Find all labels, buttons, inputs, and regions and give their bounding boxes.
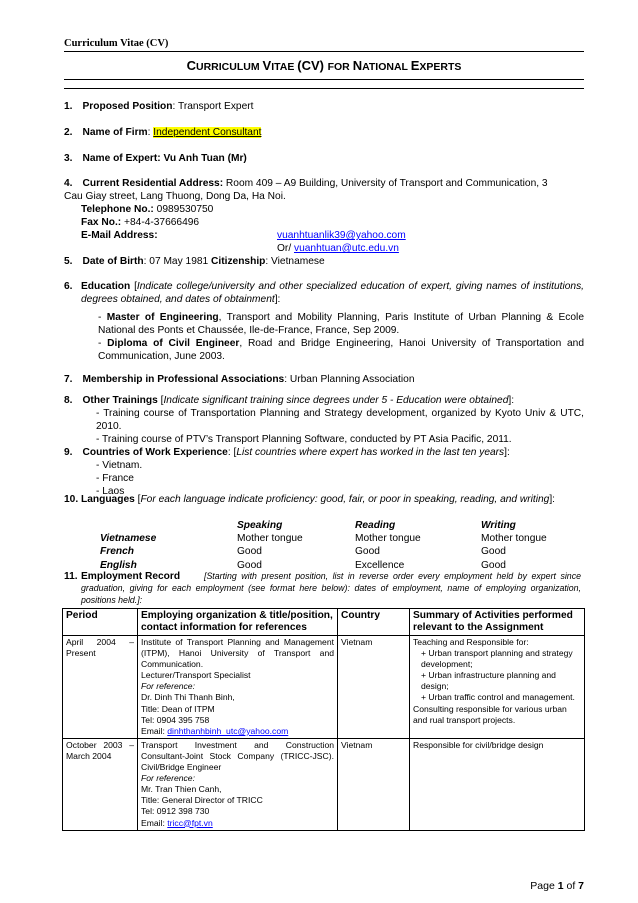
- table-row: [63, 738, 585, 830]
- reading-level: Excellence: [355, 559, 405, 571]
- item-languages-number: 10.: [64, 494, 79, 505]
- cell-country: Vietnam: [338, 738, 410, 830]
- running-header: Curriculum Vitae (CV): [64, 38, 169, 49]
- item-date-of-birth: 5. Date of Birth: 07 May 1981 Citizenship: Vietnamese: [64, 256, 325, 267]
- header-divider: [64, 51, 584, 52]
- firm-value-highlight: Independent Consultant: [153, 127, 262, 138]
- title-divider-top: [64, 79, 584, 80]
- item-proposed-position: 1. Proposed Position: Transport Expert: [64, 101, 254, 112]
- language-row: [100, 532, 585, 545]
- cell-period: April 2004 – Present: [63, 636, 138, 739]
- language-row: [100, 545, 585, 558]
- writing-level: Good: [481, 546, 506, 558]
- country-item: - France: [96, 473, 134, 484]
- table-row: [63, 636, 585, 739]
- country-item: - Vietnam.: [96, 460, 143, 471]
- item-languages: Languages [For each language indicate proficiency: good, fair, or poor in speaking, reading, and writing]:: [81, 494, 556, 505]
- page-title: CURRICULUM VITAE (CV) FOR NATIONAL EXPERTS: [186, 58, 462, 73]
- speaking-level: Mother tongue: [237, 533, 303, 545]
- employment-instructions: [Starting with present position, list in reverse order every employment held by expert since graduation, giving for each employment (see format here below): dates of employment, name of employing organization, positions held.]:: [81, 571, 581, 605]
- address-line-2: Cau Giay street, Lang Thuong, Dong Da, Ha Noi.: [64, 191, 286, 202]
- languages-grid: [100, 519, 585, 572]
- cell-organization: Institute of Transport Planning and Management (ITPM), Hanoi University of Transport and Communication. Lecturer/Transport Specialist For reference: Dr. Dinh Thi Thanh Binh, Title: Dean of ITPM Tel: 0904 395 758 Email: dinhthanhbinh_utc@yahoo.com: [138, 636, 338, 739]
- header-speaking: Speaking: [237, 520, 283, 531]
- item-education-number: 6.: [64, 281, 73, 292]
- col-header-period: Period: [63, 609, 138, 636]
- cell-organization: Transport Investment and Construction Consultant-Joint Stock Company (TRICC-JSC). Civil/Bridge Engineer For reference: Mr. Tran Thien Canh, Title: General Director of TRICC Tel: 0912 398 730 Email: tricc@fpt.vn: [138, 738, 338, 830]
- title-divider-bottom: [64, 88, 584, 89]
- education-entry-diploma: - Diploma of Civil Engineer, Road and Bridge Engineering, Hanoi University of Transportation and Communication, June 2003.: [98, 338, 584, 363]
- reference-email-link[interactable]: dinhthanhbinh_utc@yahoo.com: [167, 725, 289, 736]
- item-membership: 7. Membership in Professional Associations: Urban Planning Association: [64, 374, 415, 385]
- email-link-primary[interactable]: vuanhtuanlik39@yahoo.com: [277, 230, 406, 241]
- language-name: English: [100, 559, 137, 571]
- language-name: French: [100, 546, 134, 558]
- item-trainings: 8. Other Trainings [Indicate significant training since degrees under 5 - Education were obtained]:: [64, 395, 515, 406]
- col-header-summary: Summary of Activities performed relevant to the Assignment: [410, 609, 585, 636]
- page-number: Page 1 of 7: [530, 880, 584, 892]
- item-employment-label: Employment Record: [81, 571, 181, 582]
- cell-summary: Responsible for civil/bridge design: [410, 738, 585, 830]
- email-link-secondary[interactable]: Or/ vuanhtuan@utc.edu.vn: [277, 243, 399, 254]
- speaking-level: Good: [237, 546, 262, 558]
- col-header-country: Country: [338, 609, 410, 636]
- header-reading: Reading: [355, 520, 396, 531]
- fax-line: Fax No.: +84-4-37666496: [81, 217, 200, 228]
- reading-level: Good: [355, 546, 380, 558]
- email-label: E-Mail Address:: [81, 230, 158, 241]
- item-countries: 9. Countries of Work Experience: [List countries where expert has worked in the last ten years]:: [64, 447, 510, 458]
- reading-level: Mother tongue: [355, 533, 421, 545]
- training-entry-1: - Training course of Transportation Planning and Strategy development, organized by Kyoto Univ & UTC, 2010.: [96, 408, 584, 433]
- cell-summary: Teaching and Responsible for: + Urban transport planning and strategy development; + Urban infrastructure planning and design; + Urban traffic control and management. Consulting responsible for various urban and rual transport projects.: [410, 636, 585, 739]
- reference-email-link[interactable]: tricc@fpt.vn: [167, 817, 213, 828]
- languages-header-row: [100, 519, 585, 532]
- telephone-line: Telephone No.: 0989530750: [81, 204, 214, 215]
- item-name-of-expert: 3. Name of Expert: Vu Anh Tuan (Mr): [64, 153, 247, 164]
- training-entry-2: - Training course of PTV’s Transport Planning Software, conducted by PT Asia Pacific, 2011.: [96, 434, 512, 445]
- writing-level: Mother tongue: [481, 533, 547, 545]
- cell-period: October 2003 – March 2004: [63, 738, 138, 830]
- country-item: - Laos: [96, 486, 125, 497]
- speaking-level: Good: [237, 559, 262, 571]
- item-residential-address: 4. Current Residential Address: Room 409 – A9 Building, University of Transport and Communication, 3: [64, 178, 548, 189]
- header-writing: Writing: [481, 520, 516, 531]
- table-header-row: [63, 609, 585, 636]
- language-name: Vietnamese: [100, 533, 157, 545]
- item-employment-number: 11.: [64, 571, 78, 582]
- education-entry-master: - Master of Engineering, Transport and Mobility Planning, Paris Institute of Urban Planning & Ecole National des Ponts et Chaussée, Ile-de-France, France, Sep 2009.: [98, 312, 584, 337]
- item-education: Education [Indicate college/university and other specialized education of expert, giving names of institutions, degrees obtained, and dates of obtainment]:: [81, 281, 584, 306]
- employment-table: [62, 608, 585, 831]
- col-header-organization: Employing organization & title/position, contact information for references: [138, 609, 338, 636]
- cell-country: Vietnam: [338, 636, 410, 739]
- item-name-of-firm: 2. Name of Firm: Independent Consultant: [64, 127, 262, 138]
- writing-level: Good: [481, 559, 506, 571]
